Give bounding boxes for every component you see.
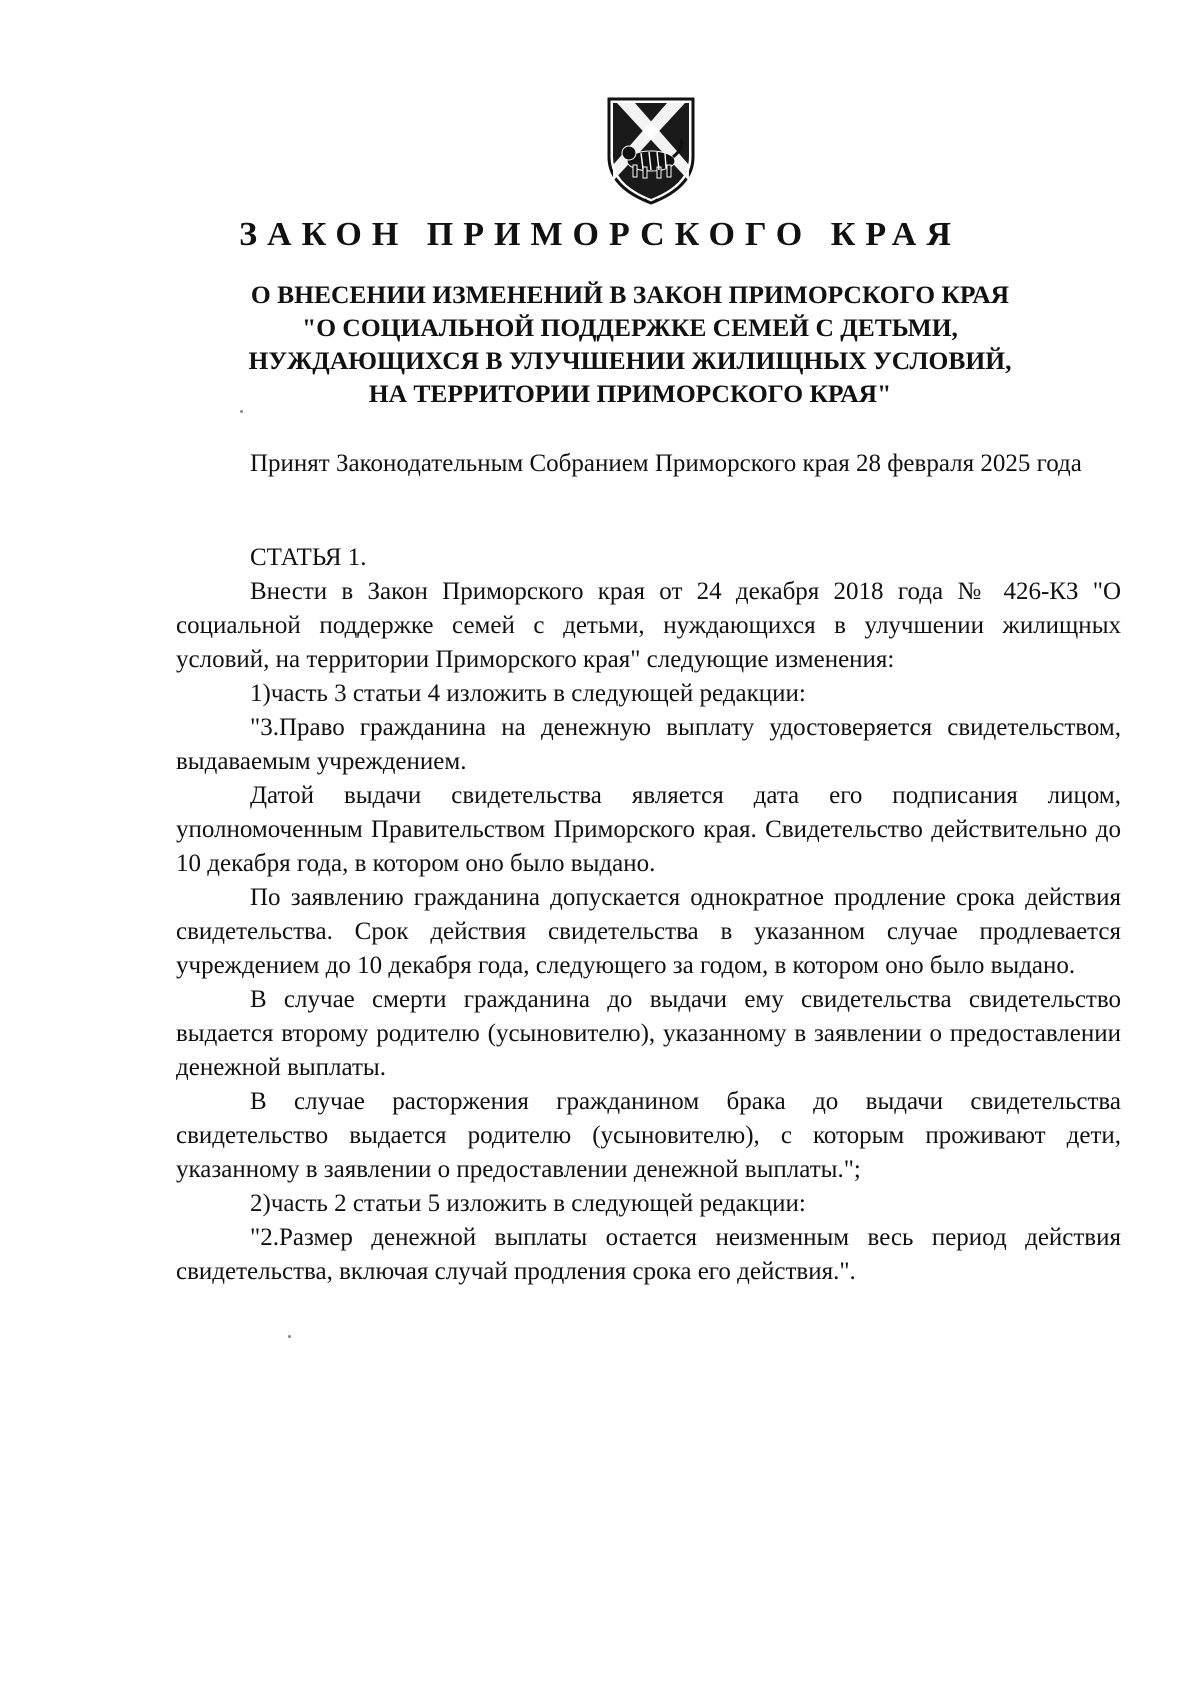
- paragraph: "2.Размер денежной выплаты остается неизменным весь период действия свидетельства, включая случай продления срока его действия.".: [176, 1224, 1121, 1285]
- primorsky-krai-coat-of-arms-icon: [605, 95, 697, 207]
- scan-artifact: [288, 1335, 291, 1338]
- law-title-line: "О СОЦИАЛЬНОЙ ПОДДЕРЖКЕ СЕМЕЙ С ДЕТЬМИ,: [302, 313, 958, 342]
- paragraph: Внести в Закон Приморского края от 24 декабря 2018 года № 426-КЗ "О социальной поддержке семей с детьми, нуждающихся в улучшении жилищных условий, на территории Приморского края" следующие изменения:: [176, 578, 1121, 673]
- law-title-line: НУЖДАЮЩИХСЯ В УЛУЧШЕНИИ ЖИЛИЩНЫХ УСЛОВИЙ,: [248, 346, 1012, 375]
- law-title-line: О ВНЕСЕНИИ ИЗМЕНЕНИЙ В ЗАКОН ПРИМОРСКОГО КРАЯ: [250, 280, 1010, 309]
- law-type-heading: ЗАКОН ПРИМОРСКОГО КРАЯ: [239, 216, 961, 253]
- paragraph: 2)часть 2 статьи 5 изложить в следующей редакции:: [250, 1190, 806, 1217]
- paragraph: По заявлению гражданина допускается однократное продление срока действия свидетельства. Срок действия свидетельства в указанном случае продлевается учреждением до 10 декабря года, следующего за годом, в котором оно было выдано.: [176, 884, 1121, 979]
- paragraph: 1)часть 3 статьи 4 изложить в следующей редакции:: [250, 680, 806, 707]
- law-title: [170, 278, 1090, 410]
- adoption-statement: Принят Законодательным Собранием Приморского края 28 февраля 2025 года: [250, 450, 1082, 477]
- scan-artifact: [240, 410, 243, 413]
- paragraph: "3.Право гражданина на денежную выплату удостоверяется свидетельством, выдаваемым учреждением.: [176, 714, 1121, 775]
- paragraph: В случае смерти гражданина до выдачи ему свидетельства свидетельство выдается второму родителю (усыновителю), указанному в заявлении о предоставлении денежной выплаты.: [176, 986, 1121, 1081]
- law-title-line: НА ТЕРРИТОРИИ ПРИМОРСКОГО КРАЯ": [368, 379, 892, 408]
- article-body: [176, 541, 1121, 1289]
- article-heading: СТАТЬЯ 1.: [250, 544, 367, 571]
- paragraph: В случае расторжения гражданином брака до выдачи свидетельства свидетельство выдается родителю (усыновителю), с которым проживают дети, указанному в заявлении о предоставлении денежной выплаты.";: [176, 1088, 1121, 1183]
- adoption-statement-block: [176, 447, 1121, 481]
- paragraph: Датой выдачи свидетельства является дата его подписания лицом, уполномоченным Правительством Приморского края. Свидетельство действительно до 10 декабря года, в котором оно было выдано.: [176, 782, 1121, 877]
